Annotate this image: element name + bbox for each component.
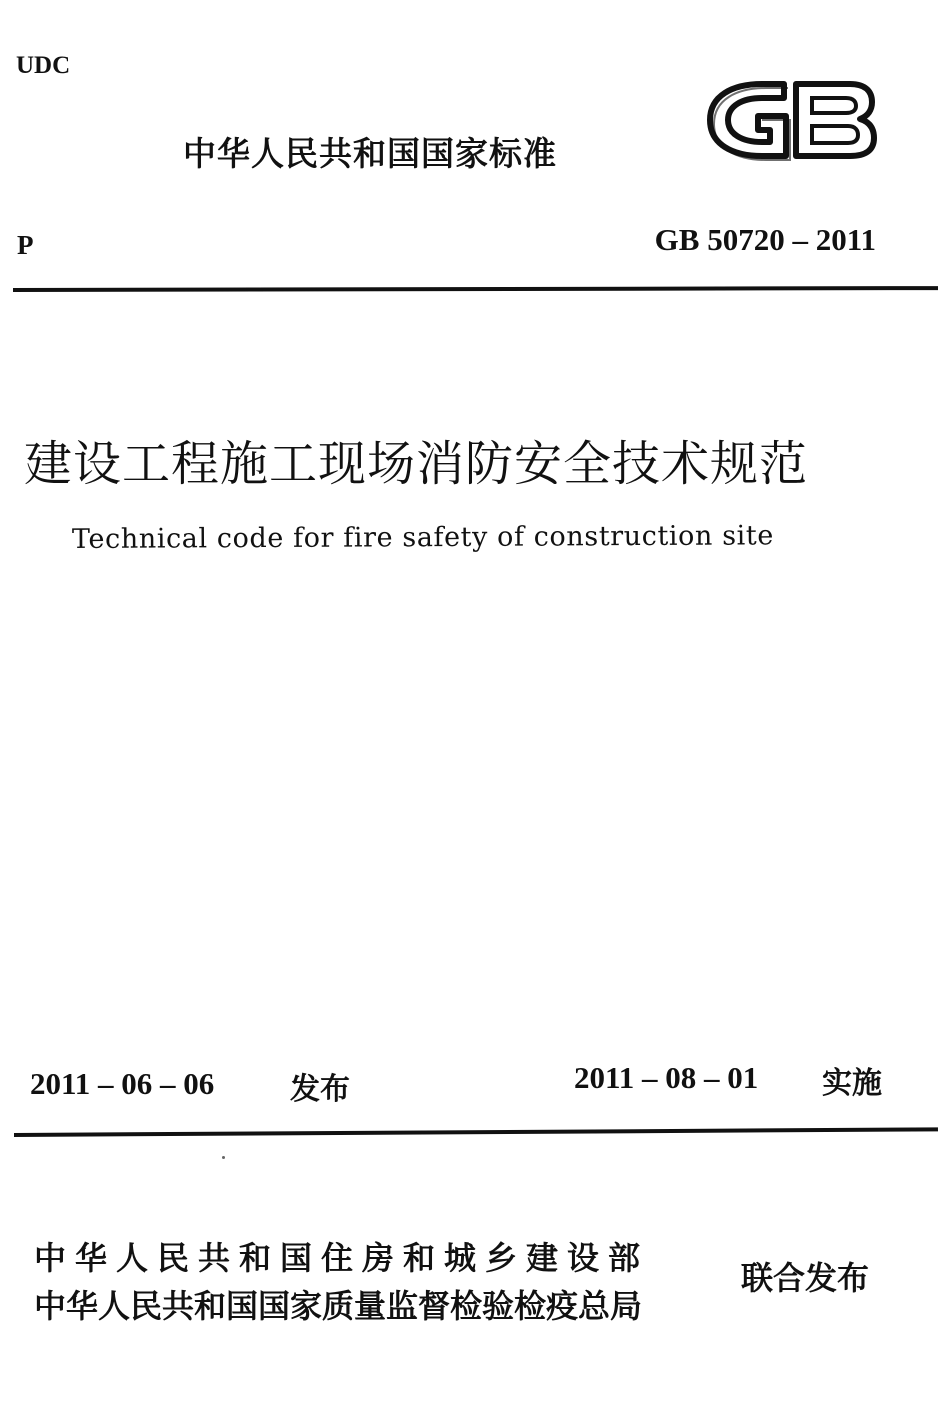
title-chinese: 建设工程施工现场消防安全技术规范 (24, 436, 809, 492)
gb-logo (700, 70, 880, 170)
footer-divider (14, 1127, 938, 1137)
issue-date-label: 发布 (290, 1072, 350, 1107)
effective-date-label: 实施 (822, 1066, 882, 1101)
gb-logo-text: GB (700, 70, 702, 71)
title-english: Technical code for fire safety of construction site (71, 520, 774, 555)
standard-type-heading: 中华人民共和国国家标准 (183, 134, 557, 173)
scan-speck (222, 1156, 225, 1159)
effective-date: 2011 – 08 – 01 (574, 1060, 759, 1095)
issuer-aqsiq: 中华人民共和国国家质量监督检验检疫总局 (34, 1287, 643, 1325)
category-code: P (17, 230, 34, 260)
issuer-ministry-housing: 中华人民共和国住房和城乡建设部 (34, 1239, 650, 1277)
udc-label: UDC (16, 52, 71, 79)
issue-date: 2011 – 06 – 06 (30, 1066, 215, 1101)
header-divider (13, 286, 938, 292)
standard-number: GB 50720 – 2011 (654, 222, 876, 257)
joint-issue-label: 联合发布 (741, 1259, 870, 1297)
